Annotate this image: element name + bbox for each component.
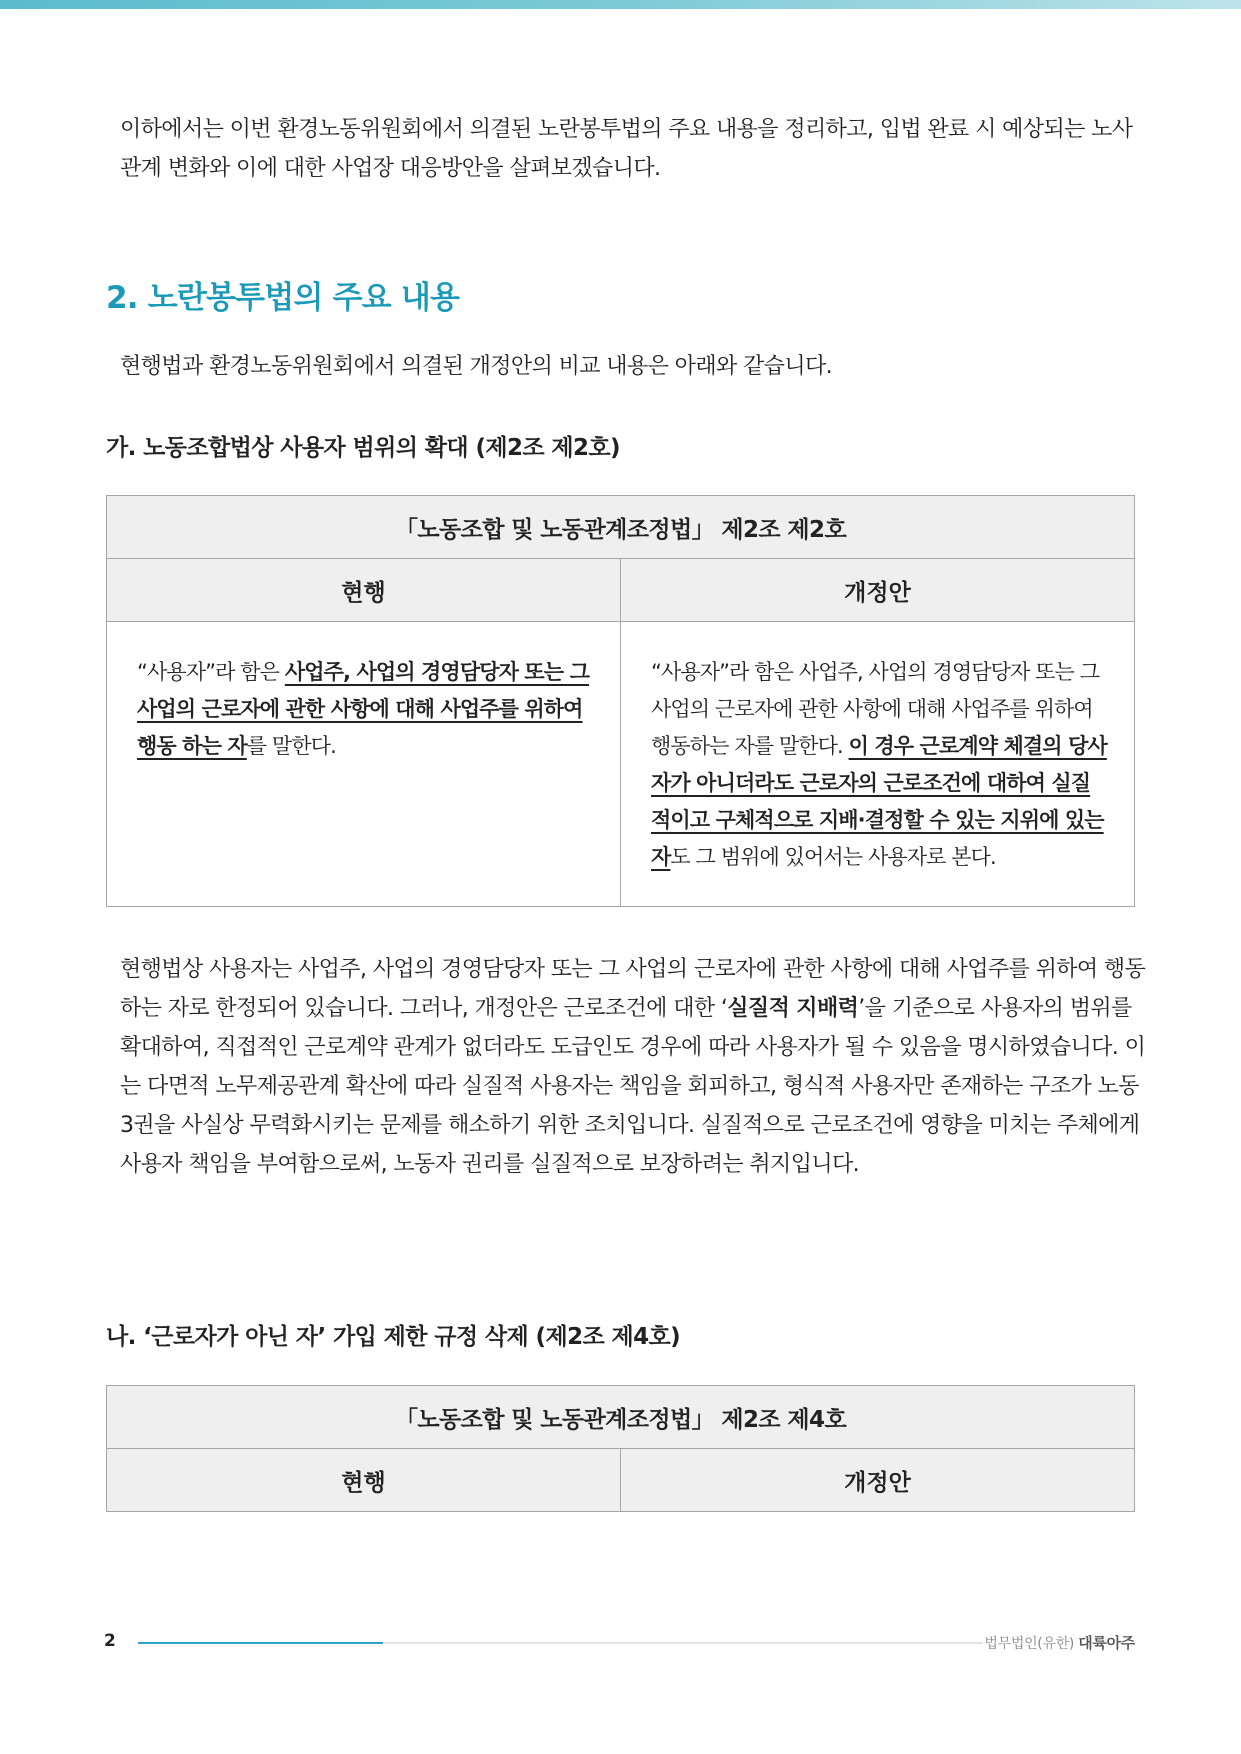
comparison-table-a — [106, 495, 1135, 907]
firm-prefix: 법무법인(유한) — [984, 1636, 1075, 1652]
amend-text-bold: 이 경우 근로계약 체결의 당사자가 아니더라도 근로자의 근로조건에 대하여 실질적이고 구체적으로 지배·결정할 수 있는 지위에 있는 자 — [651, 734, 1107, 869]
firm-brand: 대륙아주 — [1078, 1634, 1135, 1652]
current-text-bold: 사업주, 사업의 경영담당자 또는 그 사업의 근로자에 관한 사항에 대해 사업주를 위하여 행동 하는 자 — [137, 660, 589, 758]
top-accent-bar — [0, 0, 1241, 9]
table-a-amend-cell — [621, 622, 1135, 907]
subsection-b-heading: 나. ‘근로자가 아닌 자’ 가입 제한 규정 삭제 (제2조 제4호) — [106, 1324, 681, 1350]
table-a-current-cell — [107, 622, 621, 907]
amend-text-post: 도 그 범위에 있어서는 사용자로 본다. — [670, 845, 996, 869]
current-text-post: 를 말한다. — [246, 734, 336, 758]
subsection-a-body — [106, 950, 1150, 1184]
amend-text-pre: “사용자”라 함은 사업주, 사업의 경영담당자 또는 그 사업의 근로자에 관한 사항에 대해 사업주를 위하여 행동하는 자를 말한다. — [651, 660, 1100, 758]
table-b-caption: 「노동조합 및 노동관계조정법」 제2조 제4호 — [107, 1386, 1135, 1449]
section-title: 2. 노란봉투법의 주요 내용 — [106, 280, 460, 316]
intro-paragraph: 이하에서는 이번 환경노동위원회에서 의결된 노란봉투법의 주요 내용을 정리하고, 입법 완료 시 예상되는 노사관계 변화와 이에 대한 사업장 대응방안을 살펴보겠습니다. — [120, 117, 1133, 181]
body-text-bold: 실질적 지배력 — [727, 996, 859, 1021]
table-a-col-current: 현행 — [107, 559, 621, 622]
footer-divider-accent — [138, 1642, 383, 1644]
table-a-col-amend: 개정안 — [621, 559, 1135, 622]
footer-divider — [138, 1642, 983, 1644]
body-text-post: ’을 기준으로 사용자의 범위를 확대하여, 직접적인 근로계약 관계가 없더라도 도급인도 경우에 따라 사용자가 될 수 있음을 명시하였습니다. 이는 다면적 노무제공관계 확산에 따라 실질적 사용자는 책임을 회피하고, 형식적 사용자만 존재하는 구조가 노동3권을 사실상 무력화시키는 문제를 해소하기 위한 조치입니다. 실질적으로 근로조건에 영향을 미치는 주체에게 사용자 책임을 부여함으로써, 노동자 권리를 실질적으로 보장하려는 취지입니다. — [120, 996, 1146, 1177]
subsection-a-heading: 가. 노동조합법상 사용자 범위의 확대 (제2조 제2호) — [106, 435, 620, 461]
current-text-pre: “사용자”라 함은 — [137, 660, 285, 684]
table-b-col-amend: 개정안 — [621, 1449, 1135, 1512]
table-a-caption: 「노동조합 및 노동관계조정법」 제2조 제2호 — [107, 496, 1135, 559]
footer-firm-name — [984, 1632, 1135, 1653]
table-b-col-current: 현행 — [107, 1449, 621, 1512]
page-number: 2 — [104, 1631, 116, 1651]
comparison-table-b — [106, 1385, 1135, 1512]
body-text-pre: 현행법상 사용자는 사업주, 사업의 경영담당자 또는 그 사업의 근로자에 관한 사항에 대해 사업주를 위하여 행동하는 자로 한정되어 있습니다. 그러나, 개정안은 근로조건에 대한 ‘ — [120, 957, 1146, 1021]
section-lead: 현행법과 환경노동위원회에서 의결된 개정안의 비교 내용은 아래와 같습니다. — [120, 354, 833, 379]
